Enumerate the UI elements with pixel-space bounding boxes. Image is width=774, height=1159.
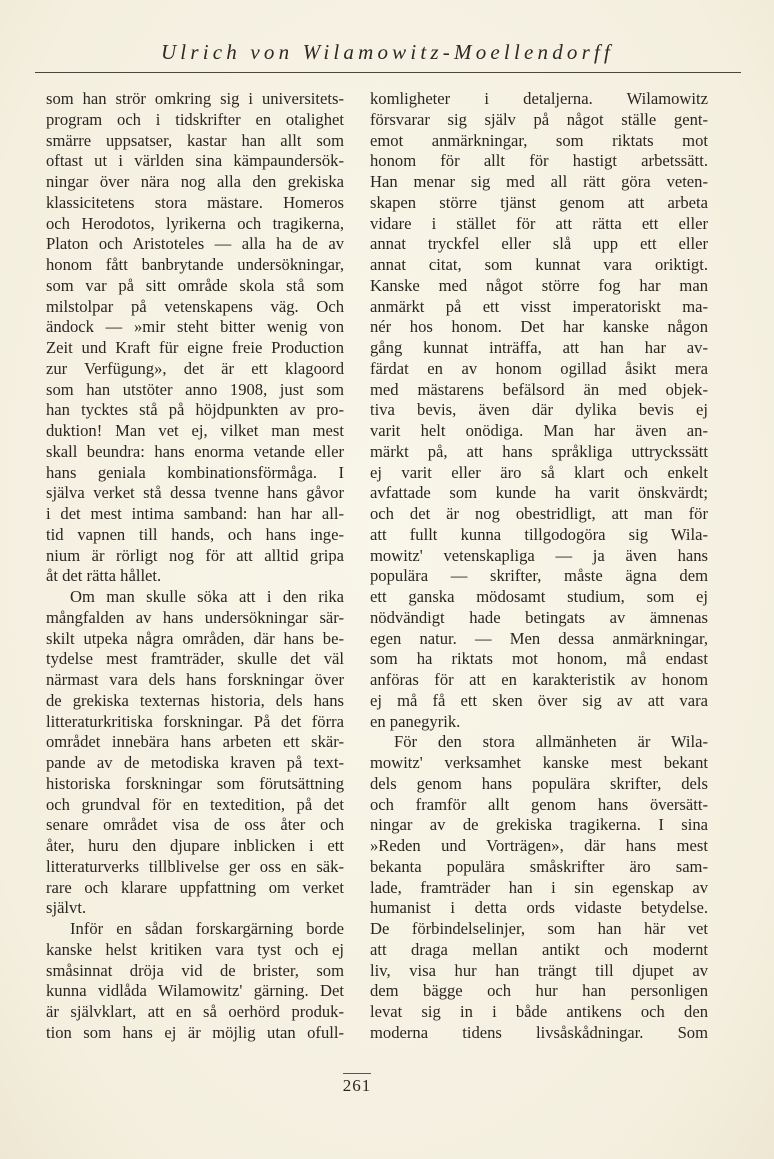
text-line: tid vapnen till hands, och hans inge-: [46, 524, 344, 544]
paragraph: [46, 587, 344, 919]
text-line: senare området visa de oss åter och: [46, 815, 344, 835]
text-line: ett ganska mödosamt studium, som ej: [370, 587, 708, 606]
text-line: moderna tidens livsåskådningar. Som: [370, 1022, 708, 1042]
text-line: kanske helst kritiken vara tyst och ej: [46, 939, 344, 959]
paragraph: [46, 919, 344, 1044]
text-line: levat sig in i både antikens och den: [370, 1002, 708, 1021]
text-line: litteraturkritiska forskningar. På det förra: [46, 711, 344, 731]
text-line: ningar av de grekiska tragikerna. I sina: [370, 815, 708, 835]
text-line: egen natur. — Men dessa anmärkningar,: [370, 628, 708, 648]
text-line: anmärkt på ett visst imperatoriskt ma-: [370, 296, 708, 316]
text-line: som ha riktats mot honom, må endast: [370, 649, 708, 669]
text-line: humanist i detta ords vidaste betydelse.: [370, 898, 708, 918]
text-line: nium är rörligt nog för att alltid gripa: [46, 545, 344, 565]
text-line: att fullt kunna tillgodogöra sig Wila-: [370, 524, 708, 544]
text-line: Zeit und Kraft für eigne freie Production: [46, 338, 344, 357]
text-line: småsinnat dröja vid de brister, som: [46, 960, 344, 980]
text-line: och det är nog obestridligt, att man för: [370, 504, 708, 523]
text-line: närmast vara dels hans forskningar över: [46, 670, 344, 689]
text-line: Inför en sådan forskargärning borde: [70, 919, 344, 938]
text-line: ej varit eller äro så klart och enkelt: [370, 462, 708, 482]
text-line: med mästarens befälsord än med objek-: [370, 379, 708, 399]
text-line: Om man skulle söka att i den rika: [70, 587, 344, 606]
paragraph: [370, 89, 708, 732]
text-line: hans geniala kombinationsförmåga. I: [46, 462, 344, 482]
text-column-left: [46, 89, 344, 1044]
text-line: »Reden und Vorträgen», där hans mest: [370, 836, 708, 855]
text-line: milstolpar på vetenskapens väg. Och: [46, 296, 344, 316]
text-line: honom fått banbrytande undersökningar,: [46, 255, 344, 274]
text-line: Kanske med något större fog har man: [370, 275, 708, 295]
text-line: som var på sitt område skola stå som: [46, 275, 344, 295]
text-line: åt det rätta hållet.: [46, 566, 162, 586]
text-line: självt.: [46, 898, 87, 918]
page-number-rule: [343, 1073, 371, 1074]
paragraph: [370, 732, 708, 1043]
text-line: litteraturverks tillblivelse ger oss en säk-: [46, 856, 344, 876]
text-line: som han utstöter anno 1908, just som: [46, 379, 344, 399]
text-line: Platon och Aristoteles — alla ha de av: [46, 234, 344, 254]
text-column-right: [370, 89, 708, 1044]
text-line: liv, visa hur han trängt till djupet av: [370, 960, 708, 980]
text-line: rare och klarare uppfattning om verket: [46, 877, 344, 897]
text-line: och Herodotos, lyrikerna och tragikerna,: [46, 213, 344, 233]
text-line: emot anmärkningar, som riktats mot: [370, 130, 708, 150]
text-line: skall beundra: hans enorma vetande eller: [46, 441, 344, 461]
text-line: program och i tidskrifter en otalighet: [46, 109, 344, 129]
text-line: dem bägge och hur han personligen: [370, 981, 708, 1001]
text-line: mångfalden av hans undersökningar sär-: [46, 607, 344, 627]
text-line: han tycktes stå på höjdpunkten av pro-: [46, 400, 344, 420]
header-divider: [35, 72, 741, 73]
running-head-title: Ulrich von Wilamowitz-Moellendorff: [160, 40, 615, 64]
text-line: lade, framträder han i sin egenskap av: [370, 877, 708, 897]
text-line: avfattade som kunde ha varit önskvärdt;: [370, 483, 708, 503]
text-line: pande av de metodiska kraven på text-: [46, 753, 344, 772]
text-line: området innebära hans arbeten ett skär-: [46, 732, 344, 752]
text-line: zur Verfügung», det är ett klagoord: [46, 358, 344, 378]
text-line: märkt på, att hans språkliga uttryckssätt: [370, 441, 708, 461]
text-line: mowitz' vetenskapliga — ja även hans: [370, 545, 708, 565]
text-line: skapen större tjänst genom att arbeta: [370, 192, 708, 212]
text-line: mowitz' verksamhet kanske mest bekant: [370, 753, 708, 772]
text-line: varit helt onödiga. Man har även an-: [370, 421, 708, 440]
text-line: nödvändigt hade betingats av ämnenas: [370, 607, 708, 627]
text-line: tydelse mest framträder, skulle det väl: [46, 649, 344, 669]
text-line: anföras för att en karakteristik av honom: [370, 670, 708, 689]
text-line: i det mest intima samband: han har all-: [46, 504, 344, 523]
text-line: och grundval för en textedition, på det: [46, 794, 344, 814]
text-line: försvarar sig själv på något ställe gent-: [370, 109, 708, 129]
text-line: en panegyrik.: [370, 711, 461, 731]
text-line: historiska forskningar som förutsättning: [46, 773, 344, 793]
text-line: honom för allt för hastigt arbetssätt.: [370, 151, 708, 171]
page-number: 261: [342, 1076, 372, 1095]
text-line: duktion! Man vet ej, vilket man mest: [46, 421, 344, 440]
text-line: populära — skrifter, måste ägna dem: [370, 566, 708, 586]
text-line: tiva bevis, även där dylika bevis ej: [370, 400, 708, 420]
text-line: Han menar sig med all rätt göra veten-: [370, 172, 708, 191]
text-line: åter, huru den djupare inblicken i ett: [46, 836, 344, 855]
text-line: som han strör omkring sig i universitets-: [46, 89, 344, 108]
text-line: att draga mellan antikt och modernt: [370, 939, 708, 959]
text-line: annat citat, som kunnat vara oriktigt.: [370, 255, 708, 274]
text-line: skilt utpeka några områden, där hans be-: [46, 628, 344, 648]
text-line: annat tryckfel eller slå upp ett eller: [370, 234, 708, 254]
text-line: vidare i stället för att rätta ett eller: [370, 213, 708, 233]
paragraph: [46, 89, 344, 587]
text-line: de grekiska texternas historia, dels hans: [46, 690, 344, 710]
text-line: färdat en av honom ogillad åsikt mera: [370, 358, 708, 378]
text-line: dels genom hans populära skrifter, dels: [370, 773, 708, 793]
text-line: För den stora allmänheten är Wila-: [394, 732, 708, 752]
text-line: är självklart, att en så oerhörd produk-: [46, 1002, 344, 1021]
text-line: bekanta populära småskrifter äro sam-: [370, 856, 708, 876]
text-line: gång kunnat inträffa, att han har av-: [370, 338, 708, 357]
text-line: komligheter i detaljerna. Wilamowitz: [370, 89, 708, 108]
text-line: ändock — »mir steht bitter wenig von: [46, 317, 344, 337]
text-line: tion som hans ej är möjlig utan ofull-: [46, 1022, 344, 1042]
text-line: oftast ut i världen sina kämpaundersök-: [46, 151, 344, 171]
text-line: smärre uppsatser, kastar han allt som: [46, 130, 344, 150]
text-line: kunna vidlåda Wilamowitz' gärning. Det: [46, 981, 344, 1001]
text-line: ej må få ett sken över sig av att vara: [370, 690, 708, 710]
text-line: klassicitetens stora mästare. Homeros: [46, 192, 344, 212]
text-line: själva verket stå dessa tvenne hans gåvor: [46, 483, 344, 503]
text-line: ningar över nära nog alla den grekiska: [46, 172, 344, 191]
text-line: och framför allt genom hans översätt-: [370, 794, 708, 814]
text-line: De förbindelselinjer, som han här vet: [370, 919, 708, 938]
text-line: nér hos honom. Det har kanske någon: [370, 317, 708, 337]
